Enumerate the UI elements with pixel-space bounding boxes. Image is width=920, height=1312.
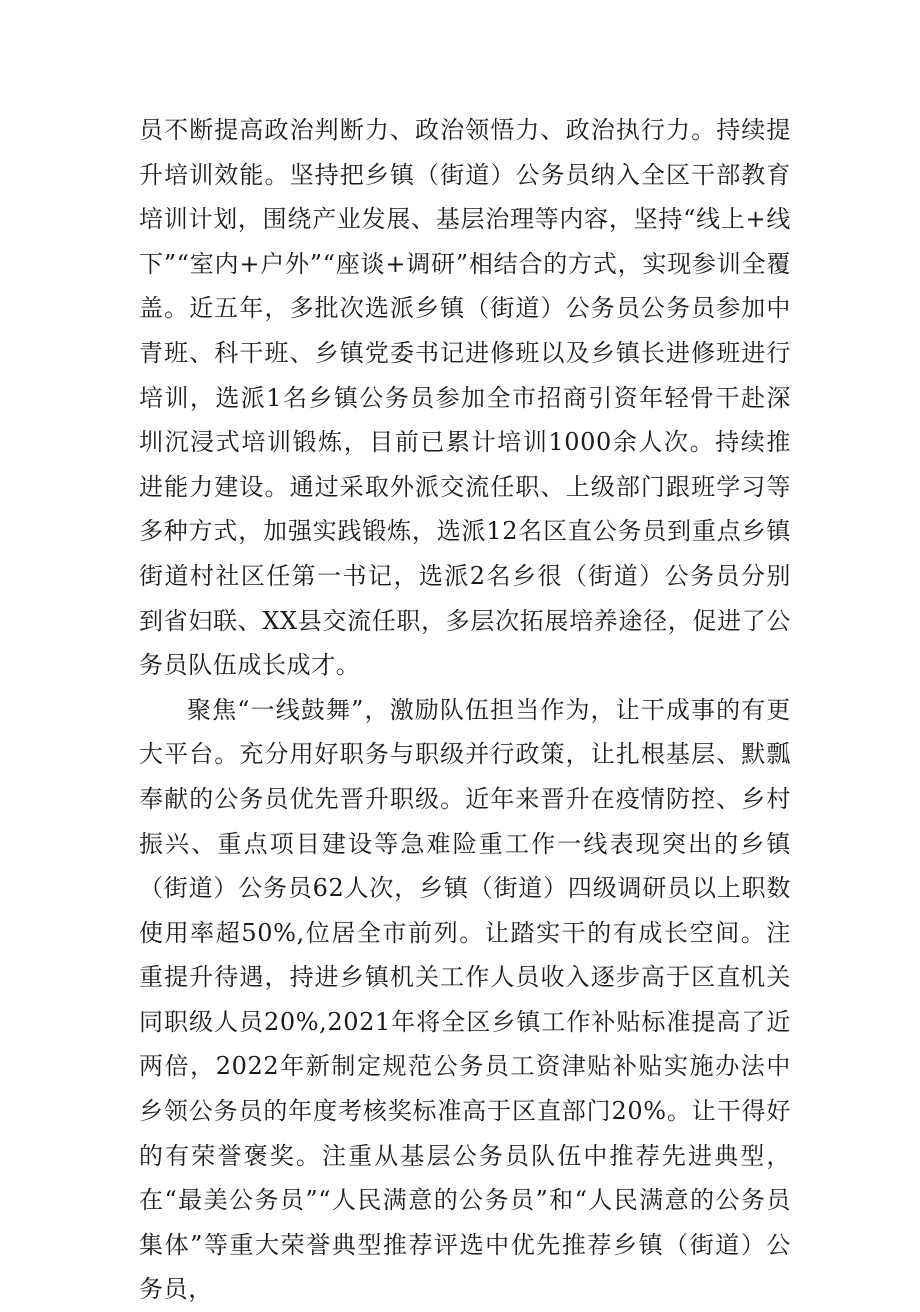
paragraph-1: 员不断提高政治判断力、政治领悟力、政治执行力。持续提升培训效能。坚持把乡镇（街道）公务员纳入全区干部教育培训计划，围绕产业发展、基层治理等内容，坚持“线上+线下”“室内+户外”“座谈+调研”相结合的方式，实现参训全覆盖。近五年，多批次选派乡镇（街道）公务员公务员参加中青班、科干班、乡镇党委书记进修班以及乡镇长进修班进行培训，选派1名乡镇公务员参加全市招商引资年轻骨干赴深圳沉浸式培训锻炼，目前已累计培训1000余人次。持续推进能力建设。通过采取外派交流任职、上级部门跟班学习等多种方式，加强实践锻炼，选派12名区直公务员到重点乡镇街道村社区任第一书记，选派2名乡很（街道）公务员分别到省妇联、XX县交流任职，多层次拓展培养途径，促进了公务员队伍成长成才。 bbox=[139, 116, 791, 680]
paragraph-2: 聚焦“一线鼓舞”，激励队伍担当作为，让干成事的有更大平台。充分用好职务与职级并行政策，让扎根基层、默瓢奉献的公务员优先晋升职级。近年来晋升在疫情防控、乡村振兴、重点项目建设等急难险重工作一线表现突出的乡镇（街道）公务员62人次，乡镇（街道）四级调研员以上职数使用率超50%,位居全市前列。让踏实干的有成长空间。注重提升待遇，持进乡镇机关工作人员收入逐步高于区直机关同职级人员20%,2021年将全区乡镇工作补贴标准提高了近两倍，2022年新制定规范公务员工资津贴补贴实施办法中乡领公务员的年度考核奖标准高于区直部门20%。让干得好的有荣誉褒奖。注重从基层公务员队伍中推荐先进典型，在“最美公务员”“人民满意的公务员”和“人民满意的公务员集体”等重大荣誉典型推荐评选中优先推荐乡镇（街道）公务员， bbox=[139, 695, 791, 1304]
document-body bbox=[139, 108, 791, 1312]
